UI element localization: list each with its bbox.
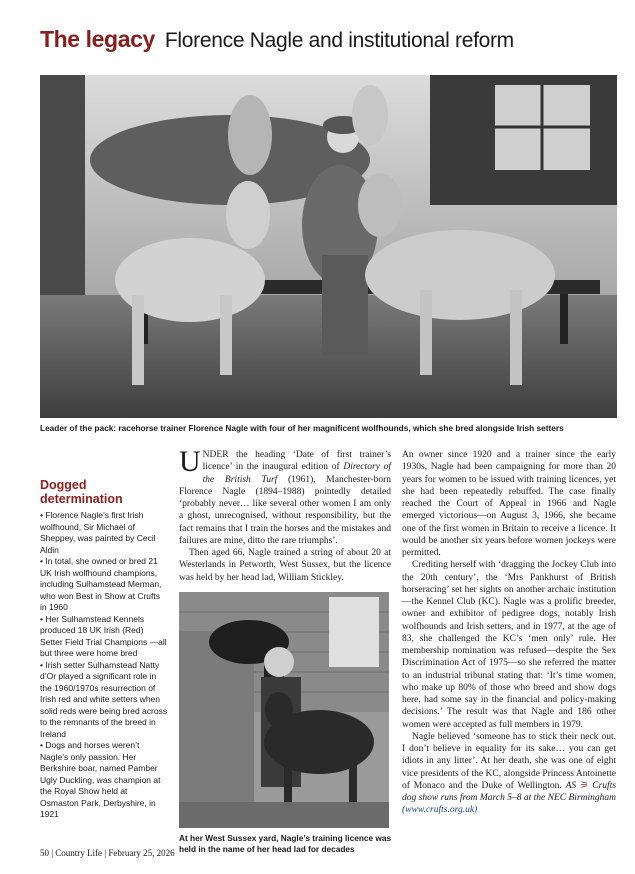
sidebar-item: • Florence Nagle’s first Irish wolfhound, Sir Michael of Sheppey, was painted by Cecil Aldin [40, 510, 156, 555]
article-paragraph: Crediting herself with ‘dragging the Jockey Club into the 20th century’, the ‘Mrs Pankhurst of British horseracing’ set her sights on another archaic institution—the Kennel Club (KC). Nagle was a prolific breeder, owner and exhibitor of pedigree dogs, notably Irish wolfhounds and Irish setters, and in 1977, at the age of 83, she challenged the KC’s ‘men only’ rule. Her membership nomination was refused—despite the Sex Discrimination Act of 1975—so she referred the matter to an industrial tribunal stating that: ‘It’s time women, who make up 80% of those who breed and show dogs here, had some say in the financial and policy-making decisions.’ The result was that Nagle and 186 other women were accepted as full members in 1979. [402, 560, 616, 730]
article-paragraph: An owner since 1920 and a trainer since the early 1930s, Nagle had been campaigning for more than 20 years for women to be issued with training licences, yet she had been repeatedly rebuffed. The case finally reached the Court of Appeal in 1966 and Nagle emerged victorious—on August 3, 1966, she became one of the first women in Britain to receive a licence. It would be another six years before women jockeys were permitted. [402, 450, 616, 558]
main-photo [40, 75, 617, 418]
publication-title: Directory of the British Turf [202, 462, 391, 485]
main-photo-caption: Leader of the pack: racehorse trainer Florence Nagle with four of her magnificent wolfhounds, which she bred alongside Irish setters [40, 423, 564, 433]
page-header [40, 26, 600, 60]
end-mark-icon: ⚞ [579, 780, 589, 791]
endnote: Crufts dog show runs from March 5–8 at the NEC Birmingham [402, 780, 617, 803]
stable-yard-photo-illustration [179, 592, 389, 828]
sidebar-item: • Her Sulhamstead Kennels produced 18 UK Irish (Red) Setter Field Trial Champions —all but three were home bred [40, 613, 167, 658]
article-column-1 [179, 445, 391, 584]
sidebar-item: • Dogs and horses weren’t Nagle’s only passion. Her Berkshire boar, named Pamber Ugly Duckling, was champion at the Royal Show held at Osmaston Park, Derbyshire, in 1921 [40, 740, 161, 819]
drop-cap: U [179, 445, 201, 478]
author-initials: AS [565, 780, 577, 791]
crufts-link[interactable]: (www.crufts.org.uk) [402, 805, 478, 816]
page-footer: 50 | Country Life | February 25, 2026 [40, 848, 175, 858]
sidebar-item: • In total, she owned or bred 21 UK Irish wolfhound champions, including Sulhamstead Merman, who won Best in Show at Crufts in 1960 [40, 556, 162, 612]
sidebar-heading: Dogged determination [40, 478, 123, 506]
article-paragraph: Nagle believed ‘someone has to stick their neck out. I don’t believe in equality for its sake… you can get idiots in any litter’. At her death, she was one of eight vice presidents of the KC, alongside Princess Antoinette of Monaco and the Duke of Wellington. AS ⚞ Crufts dog show runs from March 5–8 at the NEC Birmingham (www.crufts.org.uk) [402, 731, 617, 816]
second-photo [179, 592, 389, 828]
article-paragraph: Then aged 66, Nagle trained a string of about 20 at Westerlands in Petworth, West Sussex, but the licence was held by her head lad, William Stickley. [179, 548, 391, 583]
article-paragraph: UNDER the heading ‘Date of first trainer’s licence’ in the inaugural edition of Directory of the British Turf (1961), Manchester-born Florence Nagle (1894–1988) pointedly detailed ‘probably never… like several other women I am only a ghost, unrecognised, without responsibility, but the fact remains that I train the horses and the mistakes and failures are mine, ditto the rare triumphs’. [179, 445, 391, 546]
article-column-2 [402, 449, 616, 817]
section-kicker: The legacy [40, 26, 155, 52]
sidebar-box [40, 478, 168, 821]
wolfhounds-photo-illustration [40, 75, 617, 418]
page-title: Florence Nagle and institutional reform [164, 29, 514, 52]
second-photo-caption: At her West Sussex yard, Nagle’s training licence was held in the name of her head lad for decades [179, 833, 392, 854]
sidebar-item: • Irish setter Sulhamstead Natty d’Or played a significant role in the 1960/1970s resurrection of Irish red and white setters when solid reds were being bred across to the remnants of the breed in Ireland [40, 659, 168, 739]
